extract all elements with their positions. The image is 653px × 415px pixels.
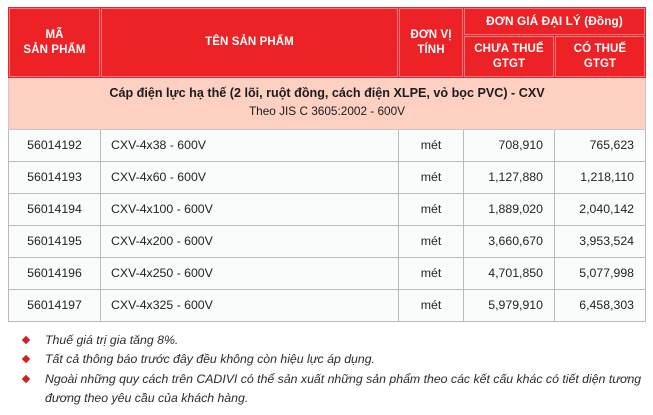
cell-price-gross: 765,623 — [555, 129, 646, 161]
cell-price-net: 5,979,910 — [464, 289, 555, 321]
cell-price-net: 1,889,020 — [464, 193, 555, 225]
cell-product-name: CXV-4x100 - 600V — [101, 193, 399, 225]
footnote-text: Ngoài những quy cách trên CADIVI có thể sản xuất những sản phẩm theo các kết cấu khác có tiết diện tương đương theo yêu cầu của khách hàng. — [45, 371, 642, 406]
table-row — [9, 225, 646, 257]
diamond-bullet-icon — [22, 336, 30, 344]
cell-price-net: 3,660,670 — [464, 225, 555, 257]
cell-product-name: CXV-4x60 - 600V — [101, 161, 399, 193]
diamond-bullet-icon — [22, 375, 30, 383]
cell-price-gross: 5,077,998 — [555, 257, 646, 289]
column-header-product-code-line2: SẢN PHẨM — [23, 43, 86, 56]
product-price-table — [8, 7, 646, 322]
column-header-price-before-tax-line2: GTGT — [492, 57, 526, 70]
footnote-text: Tất cả thông báo trước đây đều không còn hiệu lực áp dụng. — [45, 352, 375, 367]
cell-price-net: 4,701,850 — [464, 257, 555, 289]
cell-price-net: 1,127,880 — [464, 161, 555, 193]
cell-product-code: 56014195 — [9, 225, 101, 257]
cell-price-gross: 2,040,142 — [555, 193, 646, 225]
column-header-unit — [399, 8, 464, 78]
cell-price-net: 708,910 — [464, 129, 555, 161]
table-row — [9, 161, 646, 193]
cell-unit: mét — [399, 225, 464, 257]
cell-price-gross: 6,458,303 — [555, 289, 646, 321]
column-header-price-before-tax-line1: CHƯA THUẾ — [474, 42, 544, 55]
cell-product-code: 56014197 — [9, 289, 101, 321]
diamond-bullet-icon — [22, 355, 30, 363]
product-group-subtitle-row — [9, 78, 646, 130]
cell-unit: mét — [399, 257, 464, 289]
cell-unit: mét — [399, 129, 464, 161]
cell-price-gross: 1,218,110 — [555, 161, 646, 193]
cell-unit: mét — [399, 161, 464, 193]
product-group-subtitle — [9, 78, 646, 130]
column-header-product-code — [9, 8, 101, 78]
footnote-item — [22, 331, 642, 350]
table-row — [9, 257, 646, 289]
column-header-product-code-line1: MÃ — [45, 28, 64, 41]
cell-product-name: CXV-4x38 - 600V — [101, 129, 399, 161]
table-body — [9, 78, 646, 322]
cell-product-name: CXV-4x200 - 600V — [101, 225, 399, 257]
column-header-product-name: TÊN SẢN PHẨM — [101, 8, 399, 78]
column-header-price-after-tax — [555, 36, 646, 78]
cell-unit: mét — [399, 289, 464, 321]
footnotes — [22, 331, 642, 409]
column-header-unit-line2: TÍNH — [417, 43, 445, 56]
cell-product-code: 56014192 — [9, 129, 101, 161]
cell-product-name: CXV-4x325 - 600V — [101, 289, 399, 321]
cell-price-gross: 3,953,524 — [555, 225, 646, 257]
cell-unit: mét — [399, 193, 464, 225]
table-row — [9, 289, 646, 321]
column-header-price-after-tax-line1: CÓ THUẾ — [573, 42, 627, 55]
cell-product-code: 56014194 — [9, 193, 101, 225]
column-header-dealer-price-group: ĐƠN GIÁ ĐẠI LÝ (Đồng) — [464, 8, 646, 36]
footnote-item — [22, 370, 642, 409]
column-header-price-after-tax-line2: GTGT — [583, 57, 617, 70]
table-row — [9, 193, 646, 225]
header-row-primary — [9, 8, 646, 36]
product-group-standard: Theo JIS C 3605:2002 - 600V — [248, 103, 406, 118]
cell-product-code: 56014196 — [9, 257, 101, 289]
footnote-text: Thuế giá trị gia tăng 8%. — [45, 333, 179, 347]
column-header-unit-line1: ĐƠN VỊ — [410, 28, 452, 41]
column-header-price-before-tax — [464, 36, 555, 78]
cell-product-code: 56014193 — [9, 161, 101, 193]
product-group-title: Cáp điện lực hạ thế (2 lõi, ruột đồng, cách điện XLPE, vỏ bọc PVC) - CXV — [109, 86, 545, 100]
table-row — [9, 129, 646, 161]
cell-product-name: CXV-4x250 - 600V — [101, 257, 399, 289]
table-header — [9, 8, 646, 78]
footnote-item — [22, 350, 642, 369]
